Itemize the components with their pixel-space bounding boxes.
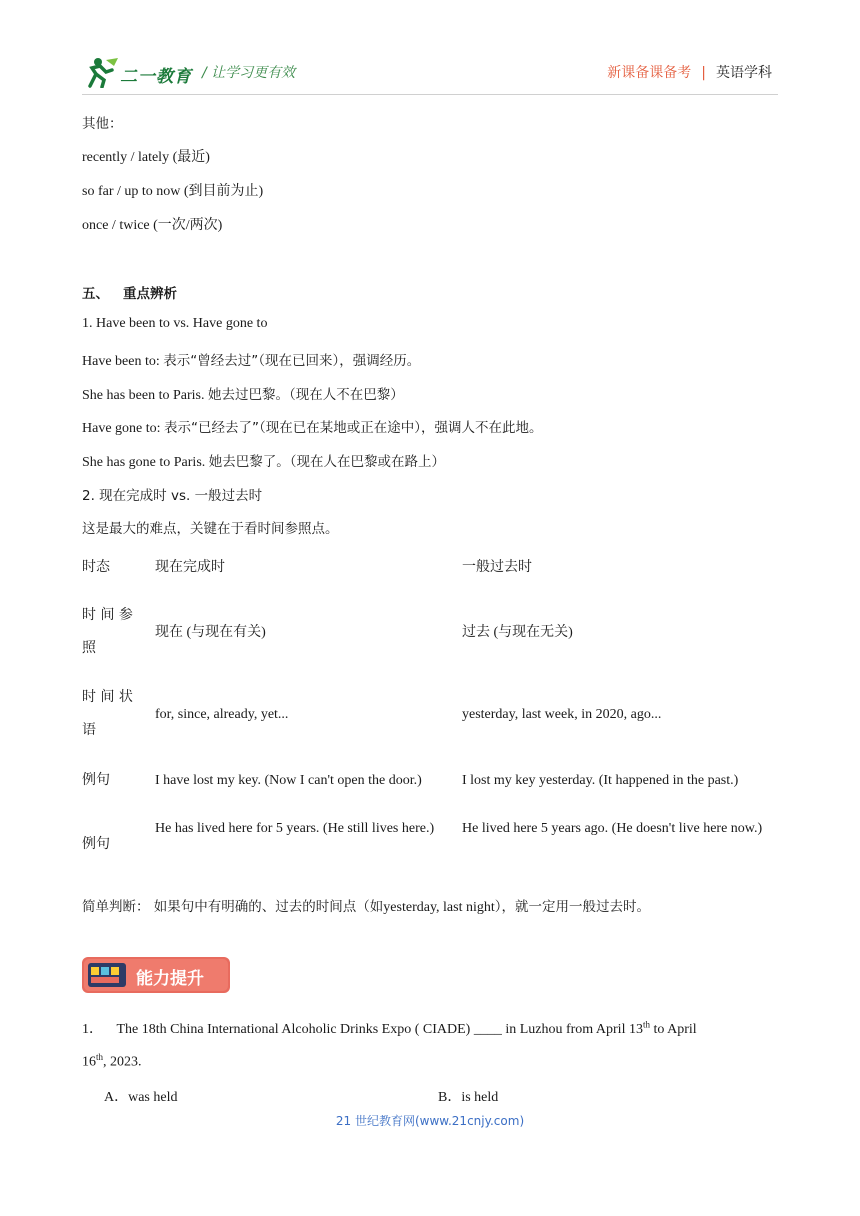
section-title: 重点辨析 <box>123 286 177 302</box>
table-row-label: 例句 <box>82 836 110 852</box>
paragraph <box>82 416 543 437</box>
badge-label: 能力提升 <box>136 969 204 989</box>
option-a[interactable]: A．was held <box>104 1090 178 1105</box>
section-number: 五、 <box>82 286 109 302</box>
definition: 表示“已经去了”（现在已在某地或正在途中），强调人不在此地。 <box>164 420 543 436</box>
table-row-label: 时 间 状 语 <box>82 689 133 738</box>
table-cell: 现在 (与现在有关) <box>155 625 266 640</box>
table-cell: He lived here 5 years ago. (He doesn't live here now.) <box>462 821 763 836</box>
paragraph <box>82 349 420 370</box>
paragraph: 这是最大的难点，关键在于看时间参照点。 <box>82 521 339 537</box>
table-cell: I have lost my key. (Now I can't open the door.) <box>155 773 422 788</box>
header-course-label: 新课备课备考 <box>607 65 692 81</box>
paragraph <box>82 383 404 404</box>
table-cell: I lost my key yesterday. (It happened in the past.) <box>462 773 739 788</box>
question-line <box>82 1052 142 1071</box>
others-item: so far / up to now (到目前为止) <box>82 184 264 199</box>
section-heading <box>82 282 177 302</box>
paragraph: 1. Have been to vs. Have gone to <box>82 316 268 331</box>
table-cell: yesterday, last week, in 2020, ago... <box>462 707 662 722</box>
term: Have gone to: <box>82 421 161 436</box>
question-text: to April <box>649 1022 697 1037</box>
term: Have been to: <box>82 354 160 369</box>
header-divider <box>82 94 778 95</box>
logo-text: 二一教育 <box>120 67 192 86</box>
question-text: The 18th China International Alcoholic Drinks Expo ( CIADE) ____ in Luzhou from April 13 <box>116 1022 643 1037</box>
table-cell: 一般过去时 <box>462 559 532 575</box>
table-row-label: 时 间 参 照 <box>82 607 133 656</box>
page-footer: 21 世纪教育网(www.21cnjy.com) <box>335 1114 525 1128</box>
example-cn: 她去巴黎了。（现在人在巴黎或在路上） <box>208 454 446 470</box>
header-subject <box>607 62 772 82</box>
question-text: 16 <box>82 1054 96 1070</box>
paragraph: 2. 现在完成时 vs. 一般过去时 <box>82 488 263 504</box>
table-row-label: 时态 <box>82 559 110 575</box>
definition: 表示“曾经去过”（现在已回来），强调经历。 <box>163 353 421 369</box>
others-title: 其他： <box>82 116 123 132</box>
header-separator: | <box>701 65 706 81</box>
others-item: recently / lately (最近) <box>82 150 210 165</box>
tip-text: 简单判断： 如果句中有明确的、过去的时间点（如 <box>82 899 384 915</box>
tip-paragraph <box>82 895 650 916</box>
superscript: th <box>96 1052 104 1062</box>
table-cell: 现在完成时 <box>155 559 225 575</box>
question-number: 1． <box>82 1022 103 1037</box>
question-text: , 2023. <box>103 1054 142 1070</box>
others-item: once / twice (一次/两次) <box>82 218 223 233</box>
header-slogan: / 让学习更有效 <box>202 65 296 81</box>
table-cell: for, since, already, yet... <box>155 707 289 722</box>
example-en: She has been to Paris. <box>82 388 205 403</box>
paragraph <box>82 450 445 471</box>
example-en: She has gone to Paris. <box>82 455 206 470</box>
page-header <box>0 0 860 100</box>
table-cell: 过去 (与现在无关) <box>462 625 573 640</box>
option-b[interactable]: B．is held <box>438 1090 499 1105</box>
tip-example: yesterday, last night <box>383 900 495 915</box>
table-cell: He has lived here for 5 years. (He still lives here.) <box>155 821 435 836</box>
question-line <box>82 1018 697 1038</box>
header-subject-label: 英语学科 <box>716 65 772 81</box>
superscript: th <box>642 1019 650 1030</box>
table-row-label: 例句 <box>82 772 110 788</box>
tip-text: ），就一定用一般过去时。 <box>494 899 650 915</box>
example-cn: 她去过巴黎。（现在人不在巴黎） <box>207 387 404 403</box>
